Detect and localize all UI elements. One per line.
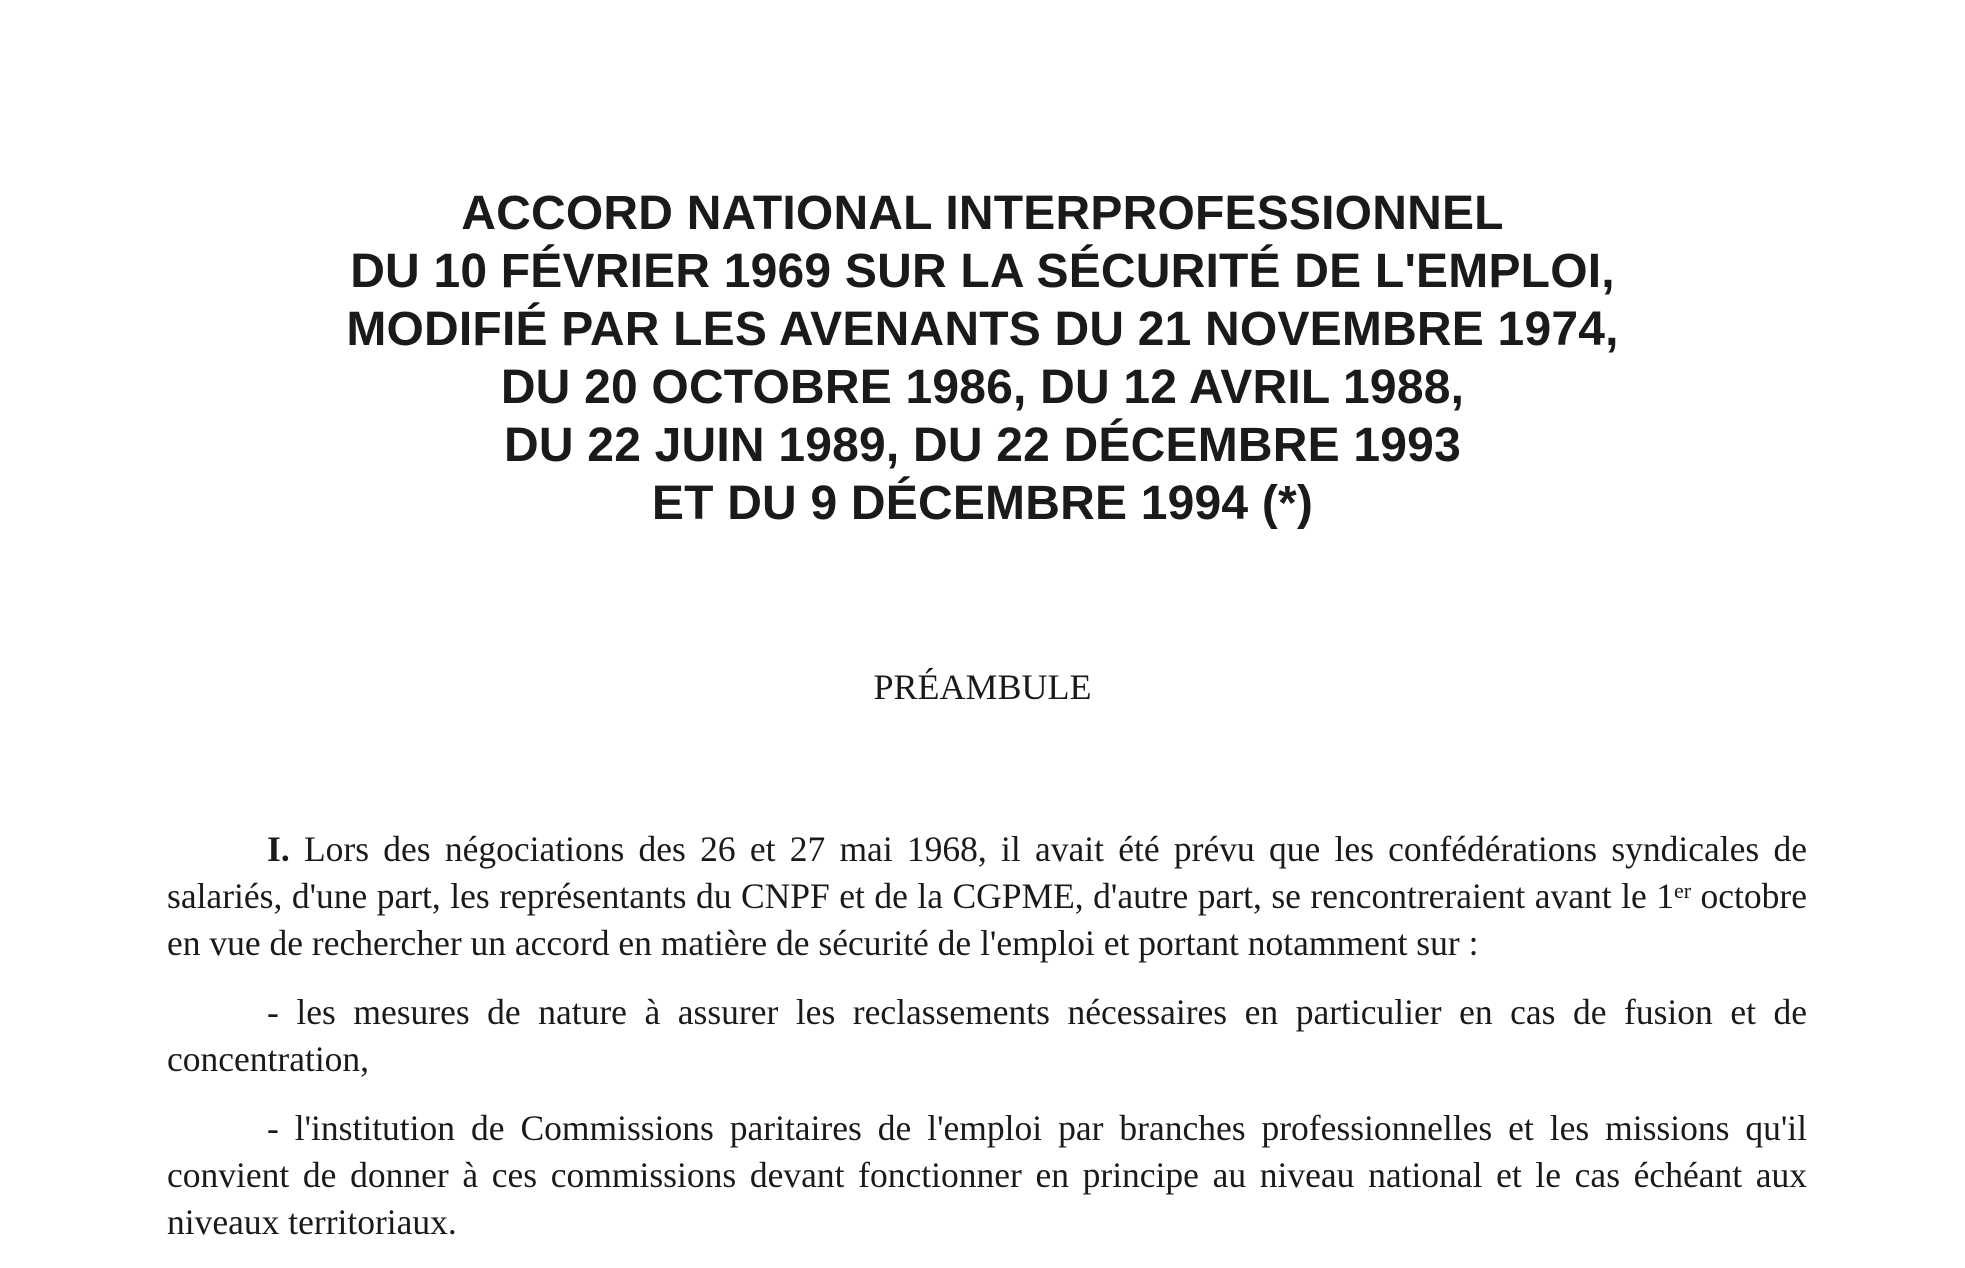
superscript: er [1673,878,1692,903]
document-title [0,185,1965,533]
paragraph-text: Lors des négociations des 26 et 27 mai 1968, il avait été prévu que les confédérations syndicales de salariés, d'une part, les représentants du CNPF et de la CGPME, d'autre part, se rencontreraient avant le 1 [167,829,1807,916]
preamble-heading: PRÉAMBULE [873,667,1092,707]
bullet-item-1: - les mesures de nature à assurer les reclassements nécessaires en particulier en cas de fusion et de concentration, [167,992,1807,1079]
title-line: ET DU 9 DÉCEMBRE 1994 (*) [651,477,1314,530]
bullet-item-2: - l'institution de Commissions paritaires de l'emploi par branches professionnelles et les missions qu'il convient de donner à ces commissions devant fonctionner en principe au niveau national et le cas échéant aux niveaux territoriaux. [167,1108,1807,1242]
title-line: MODIFIÉ PAR LES AVENANTS DU 21 NOVEMBRE 1974, [346,303,1619,356]
paragraph-text: octobre en vue de rechercher un accord en matière de sécurité de l'emploi et portant notamment sur : [167,876,1807,963]
title-line: DU 22 JUIN 1989, DU 22 DÉCEMBRE 1993 [504,419,1461,472]
paragraph-1 [167,826,1807,967]
title-line: ACCORD NATIONAL INTERPROFESSIONNEL [461,187,1504,240]
title-line: DU 10 FÉVRIER 1969 SUR LA SÉCURITÉ DE L'EMPLOI, [350,245,1615,298]
title-line: DU 20 OCTOBRE 1986, DU 12 AVRIL 1988, [500,361,1465,414]
body-text [167,826,1807,1268]
paragraph-number: I. [267,829,290,869]
